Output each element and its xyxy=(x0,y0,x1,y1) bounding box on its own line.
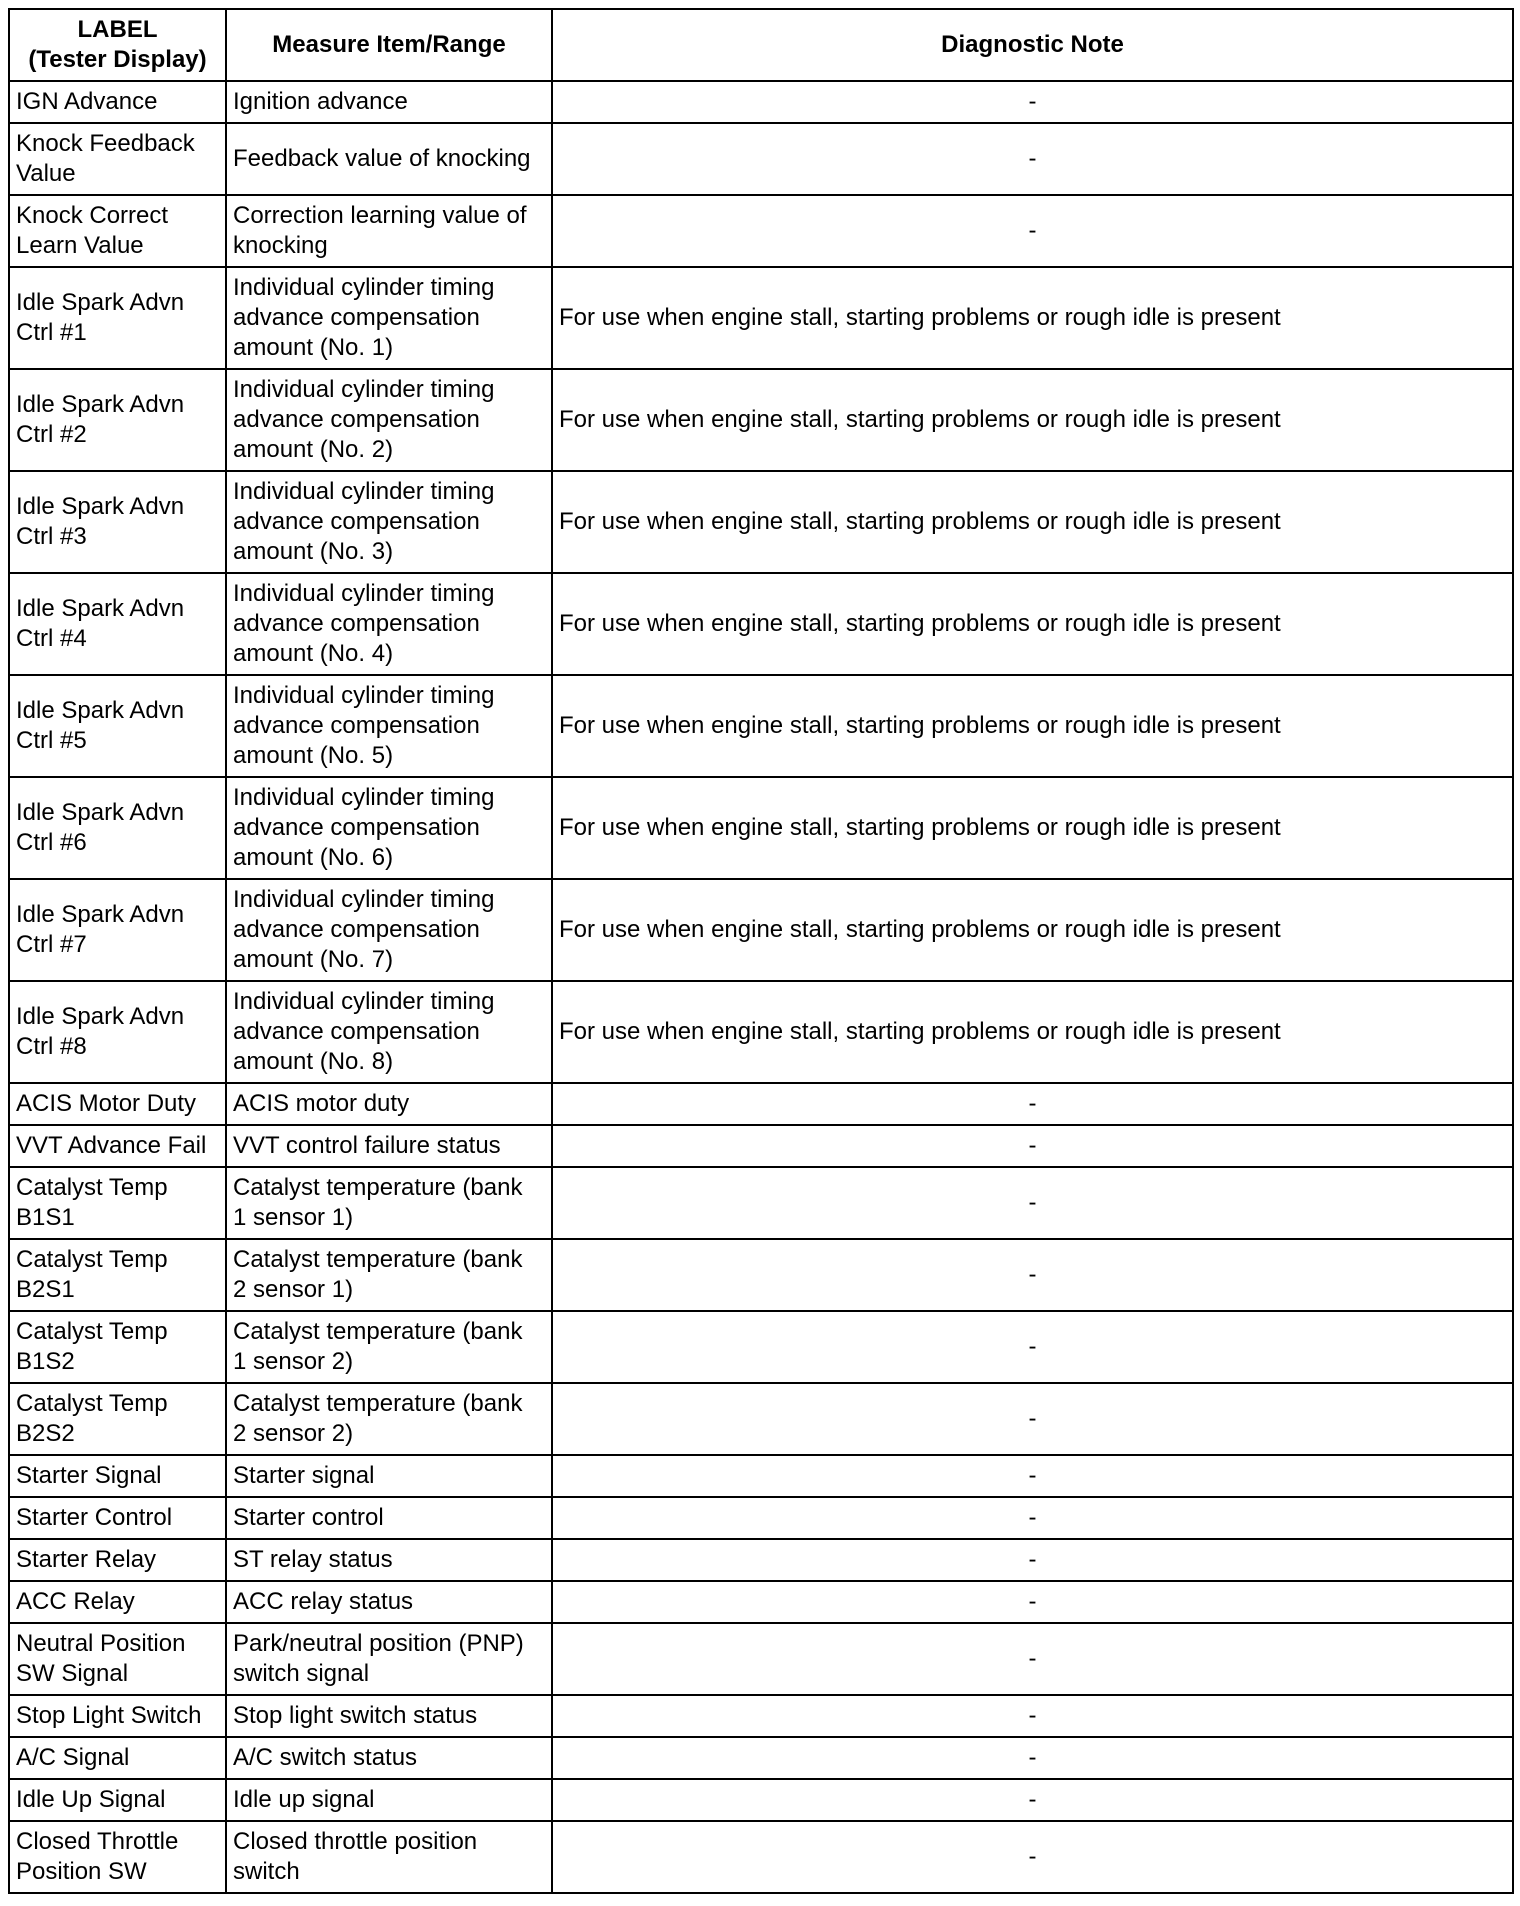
cell-measure-line: advance compensation xyxy=(233,712,480,739)
cell-measure xyxy=(226,879,552,981)
cell-measure-line: Individual cylinder timing xyxy=(233,988,495,1015)
table-row xyxy=(9,1311,1513,1383)
cell-label xyxy=(9,1455,226,1497)
cell-measure xyxy=(226,981,552,1083)
cell-note: - xyxy=(552,195,1513,267)
cell-measure xyxy=(226,1383,552,1455)
cell-note: - xyxy=(552,1821,1513,1893)
cell-label xyxy=(9,1695,226,1737)
cell-label-line: Ctrl #3 xyxy=(16,523,87,550)
cell-measure-line: Individual cylinder timing xyxy=(233,376,495,403)
cell-note: - xyxy=(552,1695,1513,1737)
table-row xyxy=(9,981,1513,1083)
cell-label xyxy=(9,1779,226,1821)
cell-label-line: B1S2 xyxy=(16,1348,75,1375)
cell-measure-line: 2 sensor 1) xyxy=(233,1276,354,1303)
cell-label-line: ACIS Motor Duty xyxy=(16,1090,197,1117)
cell-measure-line: amount (No. 3) xyxy=(233,538,394,565)
cell-measure xyxy=(226,1623,552,1695)
cell-label xyxy=(9,1623,226,1695)
cell-note: For use when engine stall, starting problems or rough idle is present xyxy=(552,267,1513,369)
cell-label-line: Idle Spark Advn xyxy=(16,901,185,928)
cell-measure-line: knocking xyxy=(233,232,328,259)
cell-measure-line: amount (No. 4) xyxy=(233,640,394,667)
header-label xyxy=(9,9,226,81)
cell-label-line: Catalyst Temp xyxy=(16,1318,168,1345)
cell-label-line: Starter Relay xyxy=(16,1546,157,1573)
cell-measure-line: Starter control xyxy=(233,1504,384,1531)
cell-measure-line: Correction learning value of xyxy=(233,202,527,229)
cell-note: For use when engine stall, starting problems or rough idle is present xyxy=(552,675,1513,777)
cell-label-line: Idle Spark Advn xyxy=(16,493,185,520)
cell-note: - xyxy=(552,81,1513,123)
cell-label-line: ACC Relay xyxy=(16,1588,135,1615)
table-row xyxy=(9,777,1513,879)
table-row xyxy=(9,1623,1513,1695)
cell-measure-line: Catalyst temperature (bank xyxy=(233,1390,523,1417)
cell-label-line: Stop Light Switch xyxy=(16,1702,202,1729)
cell-measure-line: Feedback value of knocking xyxy=(233,145,531,172)
cell-label-line: IGN Advance xyxy=(16,88,158,115)
cell-label-line: Starter Control xyxy=(16,1504,173,1531)
cell-note: For use when engine stall, starting problems or rough idle is present xyxy=(552,369,1513,471)
table-row xyxy=(9,1239,1513,1311)
cell-label-line: Position SW xyxy=(16,1858,147,1885)
cell-label xyxy=(9,1821,226,1893)
cell-note: - xyxy=(552,1083,1513,1125)
cell-note: - xyxy=(552,1125,1513,1167)
cell-label xyxy=(9,369,226,471)
table-row xyxy=(9,1083,1513,1125)
cell-label xyxy=(9,879,226,981)
cell-label-line: B1S1 xyxy=(16,1204,75,1231)
cell-measure xyxy=(226,675,552,777)
cell-label-line: Starter Signal xyxy=(16,1462,162,1489)
cell-label-line: Idle Spark Advn xyxy=(16,391,185,418)
header-label-line: (Tester Display) xyxy=(28,46,207,73)
cell-label-line: Idle Spark Advn xyxy=(16,595,185,622)
cell-measure xyxy=(226,573,552,675)
cell-label xyxy=(9,1383,226,1455)
cell-label-line: Catalyst Temp xyxy=(16,1174,168,1201)
table-row xyxy=(9,675,1513,777)
cell-label xyxy=(9,1239,226,1311)
cell-measure xyxy=(226,369,552,471)
cell-measure-line: ACIS motor duty xyxy=(233,1090,410,1117)
cell-measure xyxy=(226,1083,552,1125)
cell-measure xyxy=(226,81,552,123)
cell-measure-line: Idle up signal xyxy=(233,1786,375,1813)
cell-note: For use when engine stall, starting problems or rough idle is present xyxy=(552,471,1513,573)
cell-measure-line: VVT control failure status xyxy=(233,1132,501,1159)
cell-measure xyxy=(226,1737,552,1779)
cell-measure-line: 2 sensor 2) xyxy=(233,1420,354,1447)
cell-label xyxy=(9,573,226,675)
cell-label xyxy=(9,1581,226,1623)
cell-note: - xyxy=(552,1779,1513,1821)
table-row xyxy=(9,267,1513,369)
cell-measure xyxy=(226,471,552,573)
cell-label xyxy=(9,267,226,369)
cell-measure-line: amount (No. 5) xyxy=(233,742,394,769)
cell-label xyxy=(9,777,226,879)
cell-measure xyxy=(226,1821,552,1893)
table-row xyxy=(9,1737,1513,1779)
cell-measure xyxy=(226,1455,552,1497)
cell-measure-line: Individual cylinder timing xyxy=(233,478,495,505)
cell-measure-line: Individual cylinder timing xyxy=(233,580,495,607)
cell-measure xyxy=(226,1779,552,1821)
cell-measure xyxy=(226,1695,552,1737)
cell-label xyxy=(9,981,226,1083)
cell-label-line: Closed Throttle xyxy=(16,1828,179,1855)
table-row xyxy=(9,1125,1513,1167)
cell-measure-line: advance compensation xyxy=(233,1018,480,1045)
cell-measure-line: Individual cylinder timing xyxy=(233,886,495,913)
cell-label-line: Idle Spark Advn xyxy=(16,1003,185,1030)
diagnostic-data-sheet xyxy=(8,8,1512,1894)
cell-measure xyxy=(226,123,552,195)
cell-note: - xyxy=(552,1167,1513,1239)
cell-label-line: VVT Advance Fail xyxy=(16,1132,207,1159)
cell-label-line: Ctrl #4 xyxy=(16,625,87,652)
cell-label-line: Ctrl #7 xyxy=(16,931,87,958)
cell-measure xyxy=(226,1125,552,1167)
cell-measure xyxy=(226,267,552,369)
table-row xyxy=(9,1779,1513,1821)
cell-measure-line: Individual cylinder timing xyxy=(233,682,495,709)
table-row xyxy=(9,879,1513,981)
cell-label-line: Idle Spark Advn xyxy=(16,289,185,316)
cell-measure-line: 1 sensor 1) xyxy=(233,1204,354,1231)
cell-label xyxy=(9,675,226,777)
cell-measure xyxy=(226,1581,552,1623)
table-row xyxy=(9,195,1513,267)
cell-measure-line: Park/neutral position (PNP) xyxy=(233,1630,524,1657)
cell-measure-line: advance compensation xyxy=(233,406,480,433)
cell-note: - xyxy=(552,1455,1513,1497)
cell-note: For use when engine stall, starting problems or rough idle is present xyxy=(552,573,1513,675)
table-row xyxy=(9,1539,1513,1581)
cell-label xyxy=(9,195,226,267)
cell-label-line: Ctrl #2 xyxy=(16,421,87,448)
cell-label-line: Ctrl #5 xyxy=(16,727,87,754)
cell-note: - xyxy=(552,1311,1513,1383)
cell-measure-line: ST relay status xyxy=(233,1546,393,1573)
cell-note: For use when engine stall, starting problems or rough idle is present xyxy=(552,981,1513,1083)
cell-label-line: A/C Signal xyxy=(16,1744,130,1771)
table-row xyxy=(9,471,1513,573)
cell-measure-line: amount (No. 2) xyxy=(233,436,394,463)
cell-note: - xyxy=(552,1737,1513,1779)
cell-note: - xyxy=(552,1497,1513,1539)
cell-label xyxy=(9,1539,226,1581)
table-row xyxy=(9,1455,1513,1497)
cell-measure-line: Individual cylinder timing xyxy=(233,784,495,811)
cell-note: - xyxy=(552,1239,1513,1311)
table-body xyxy=(9,81,1513,1893)
cell-label-line: Neutral Position xyxy=(16,1630,186,1657)
cell-note: For use when engine stall, starting problems or rough idle is present xyxy=(552,777,1513,879)
cell-note: - xyxy=(552,123,1513,195)
table-row xyxy=(9,1497,1513,1539)
cell-measure-line: amount (No. 6) xyxy=(233,844,394,871)
cell-label xyxy=(9,1311,226,1383)
cell-label xyxy=(9,81,226,123)
cell-measure xyxy=(226,195,552,267)
cell-label-line: Knock Correct xyxy=(16,202,169,229)
cell-label-line: Value xyxy=(16,160,76,187)
header-measure: Measure Item/Range xyxy=(226,9,552,81)
table-row xyxy=(9,1581,1513,1623)
cell-measure-line: advance compensation xyxy=(233,610,480,637)
cell-measure-line: Closed throttle position xyxy=(233,1828,478,1855)
cell-measure xyxy=(226,1539,552,1581)
cell-measure-line: switch xyxy=(233,1858,300,1885)
table-row xyxy=(9,123,1513,195)
cell-measure-line: advance compensation xyxy=(233,916,480,943)
cell-measure-line: Stop light switch status xyxy=(233,1702,478,1729)
cell-label-line: Idle Spark Advn xyxy=(16,799,185,826)
cell-label-line: Ctrl #1 xyxy=(16,319,87,346)
cell-label xyxy=(9,1737,226,1779)
cell-measure-line: advance compensation xyxy=(233,508,480,535)
cell-label xyxy=(9,123,226,195)
table-row xyxy=(9,1695,1513,1737)
cell-measure xyxy=(226,1239,552,1311)
cell-label xyxy=(9,1125,226,1167)
cell-label-line: B2S2 xyxy=(16,1420,75,1447)
cell-measure-line: amount (No. 7) xyxy=(233,946,394,973)
cell-label-line: SW Signal xyxy=(16,1660,129,1687)
table-row xyxy=(9,573,1513,675)
cell-measure xyxy=(226,1497,552,1539)
cell-label-line: Learn Value xyxy=(16,232,144,259)
cell-note: - xyxy=(552,1581,1513,1623)
cell-label xyxy=(9,1083,226,1125)
cell-label xyxy=(9,1497,226,1539)
cell-label xyxy=(9,471,226,573)
cell-measure-line: ACC relay status xyxy=(233,1588,414,1615)
table-row xyxy=(9,1383,1513,1455)
cell-measure-line: Starter signal xyxy=(233,1462,375,1489)
cell-measure-line: Catalyst temperature (bank xyxy=(233,1246,523,1273)
cell-measure xyxy=(226,1167,552,1239)
cell-measure-line: 1 sensor 2) xyxy=(233,1348,354,1375)
data-list-table xyxy=(8,8,1514,1894)
cell-label-line: Knock Feedback xyxy=(16,130,195,157)
cell-label-line: Idle Up Signal xyxy=(16,1786,166,1813)
cell-label xyxy=(9,1167,226,1239)
cell-measure xyxy=(226,777,552,879)
cell-note: - xyxy=(552,1623,1513,1695)
cell-measure-line: Ignition advance xyxy=(233,88,408,115)
table-row xyxy=(9,1167,1513,1239)
header-label-line: LABEL xyxy=(77,16,158,43)
cell-measure-line: Catalyst temperature (bank xyxy=(233,1174,523,1201)
cell-measure-line: Catalyst temperature (bank xyxy=(233,1318,523,1345)
cell-note: For use when engine stall, starting problems or rough idle is present xyxy=(552,879,1513,981)
cell-measure-line: advance compensation xyxy=(233,304,480,331)
cell-label-line: Idle Spark Advn xyxy=(16,697,185,724)
cell-label-line: Catalyst Temp xyxy=(16,1246,168,1273)
table-row xyxy=(9,81,1513,123)
cell-measure-line: Individual cylinder timing xyxy=(233,274,495,301)
cell-measure-line: amount (No. 1) xyxy=(233,334,394,361)
table-header-row xyxy=(9,9,1513,81)
cell-note: - xyxy=(552,1383,1513,1455)
cell-measure-line: amount (No. 8) xyxy=(233,1048,394,1075)
cell-measure-line: advance compensation xyxy=(233,814,480,841)
cell-note: - xyxy=(552,1539,1513,1581)
header-note: Diagnostic Note xyxy=(552,9,1513,81)
cell-measure-line: switch signal xyxy=(233,1660,370,1687)
cell-measure-line: A/C switch status xyxy=(233,1744,418,1771)
cell-label-line: B2S1 xyxy=(16,1276,75,1303)
cell-label-line: Catalyst Temp xyxy=(16,1390,168,1417)
cell-label-line: Ctrl #6 xyxy=(16,829,87,856)
table-row xyxy=(9,369,1513,471)
table-row xyxy=(9,1821,1513,1893)
cell-label-line: Ctrl #8 xyxy=(16,1033,87,1060)
cell-measure xyxy=(226,1311,552,1383)
